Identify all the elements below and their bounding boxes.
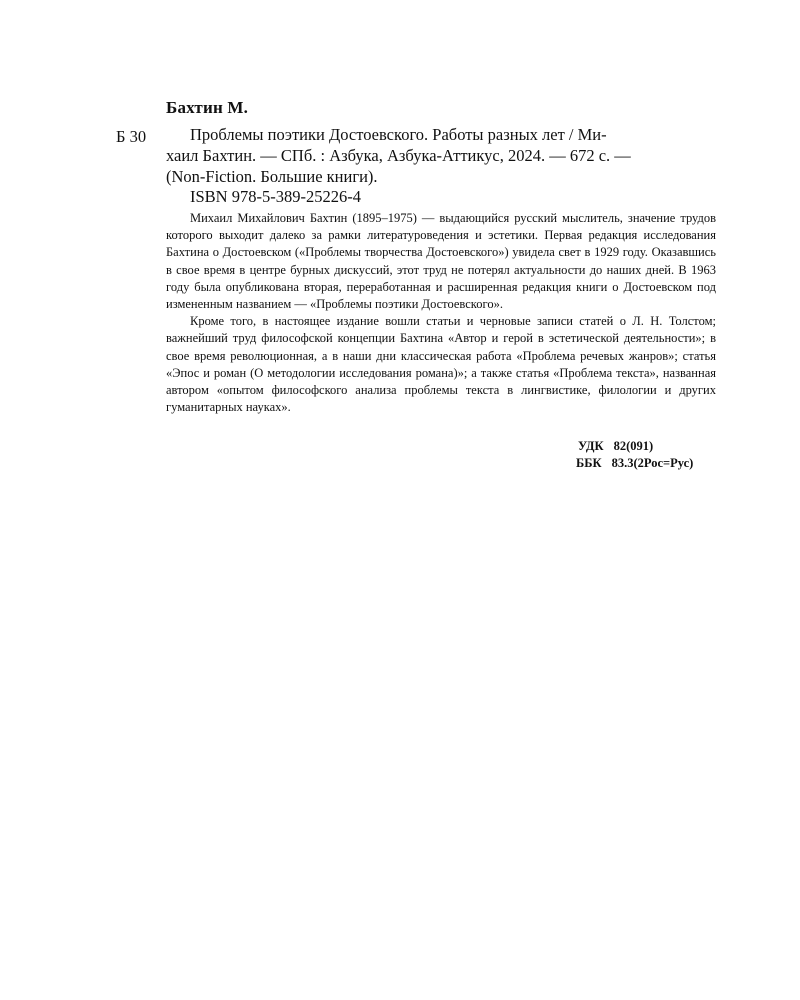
bbk-value: 83.3(2Рос=Рус) [611,456,694,470]
udk-code [576,438,693,455]
isbn: ISBN 978-5-389-25226-4 [190,187,361,206]
shelf-mark: Б 30 [116,127,147,146]
bbk-code [576,455,693,472]
annotation [166,210,716,416]
title-line: Проблемы поэтики Достоевского. Работы разных лет / Ми- [190,125,607,144]
annotation-paragraph: Михаил Михайлович Бахтин (1895–1975) — выдающийся русский мыслитель, значение трудов которого выходит далеко за рамки литературоведения и эстетики. Первая редакция исследования Бахтина о Достоевском («Проблемы творчества Достоевского») увидела свет в 1929 году. Оказавшись в свое время в центре бурных дискуссий, этот труд не потерял актуальности до наших дней. В 1963 году была опубликована вторая, переработанная и расширенная редакция книги о Достоевском под измененным названием — «Проблемы поэтики Достоевского». [166,211,716,312]
title-line: (Non-Fiction. Большие книги). [166,167,378,186]
udk-value: 82(091) [613,439,654,453]
bibliographic-description [166,124,718,187]
author-heading: Бахтин М. [166,98,249,117]
bbk-label: ББК [576,456,602,470]
title-line: хаил Бахтин. — СПб. : Азбука, Азбука-Аттикус, 2024. — 672 с. — [166,146,631,165]
annotation-paragraph: Кроме того, в настоящее издание вошли статьи и черновые записи статей о Л. Н. Толстом; важнейший труд философской концепции Бахтина «Автор и герой в эстетической деятельности»; в свое время революционная, а в наши дни классическая работа «Проблема речевых жанров»; статья «Эпос и роман (О методологии исследования романа)»; а также статья «Проблема текста», названная автором «опытом философского анализа проблемы текста в лингвистике, филологии и других гуманитарных науках». [166,314,716,415]
udk-label: УДК [578,439,604,453]
classification-codes [576,438,693,472]
